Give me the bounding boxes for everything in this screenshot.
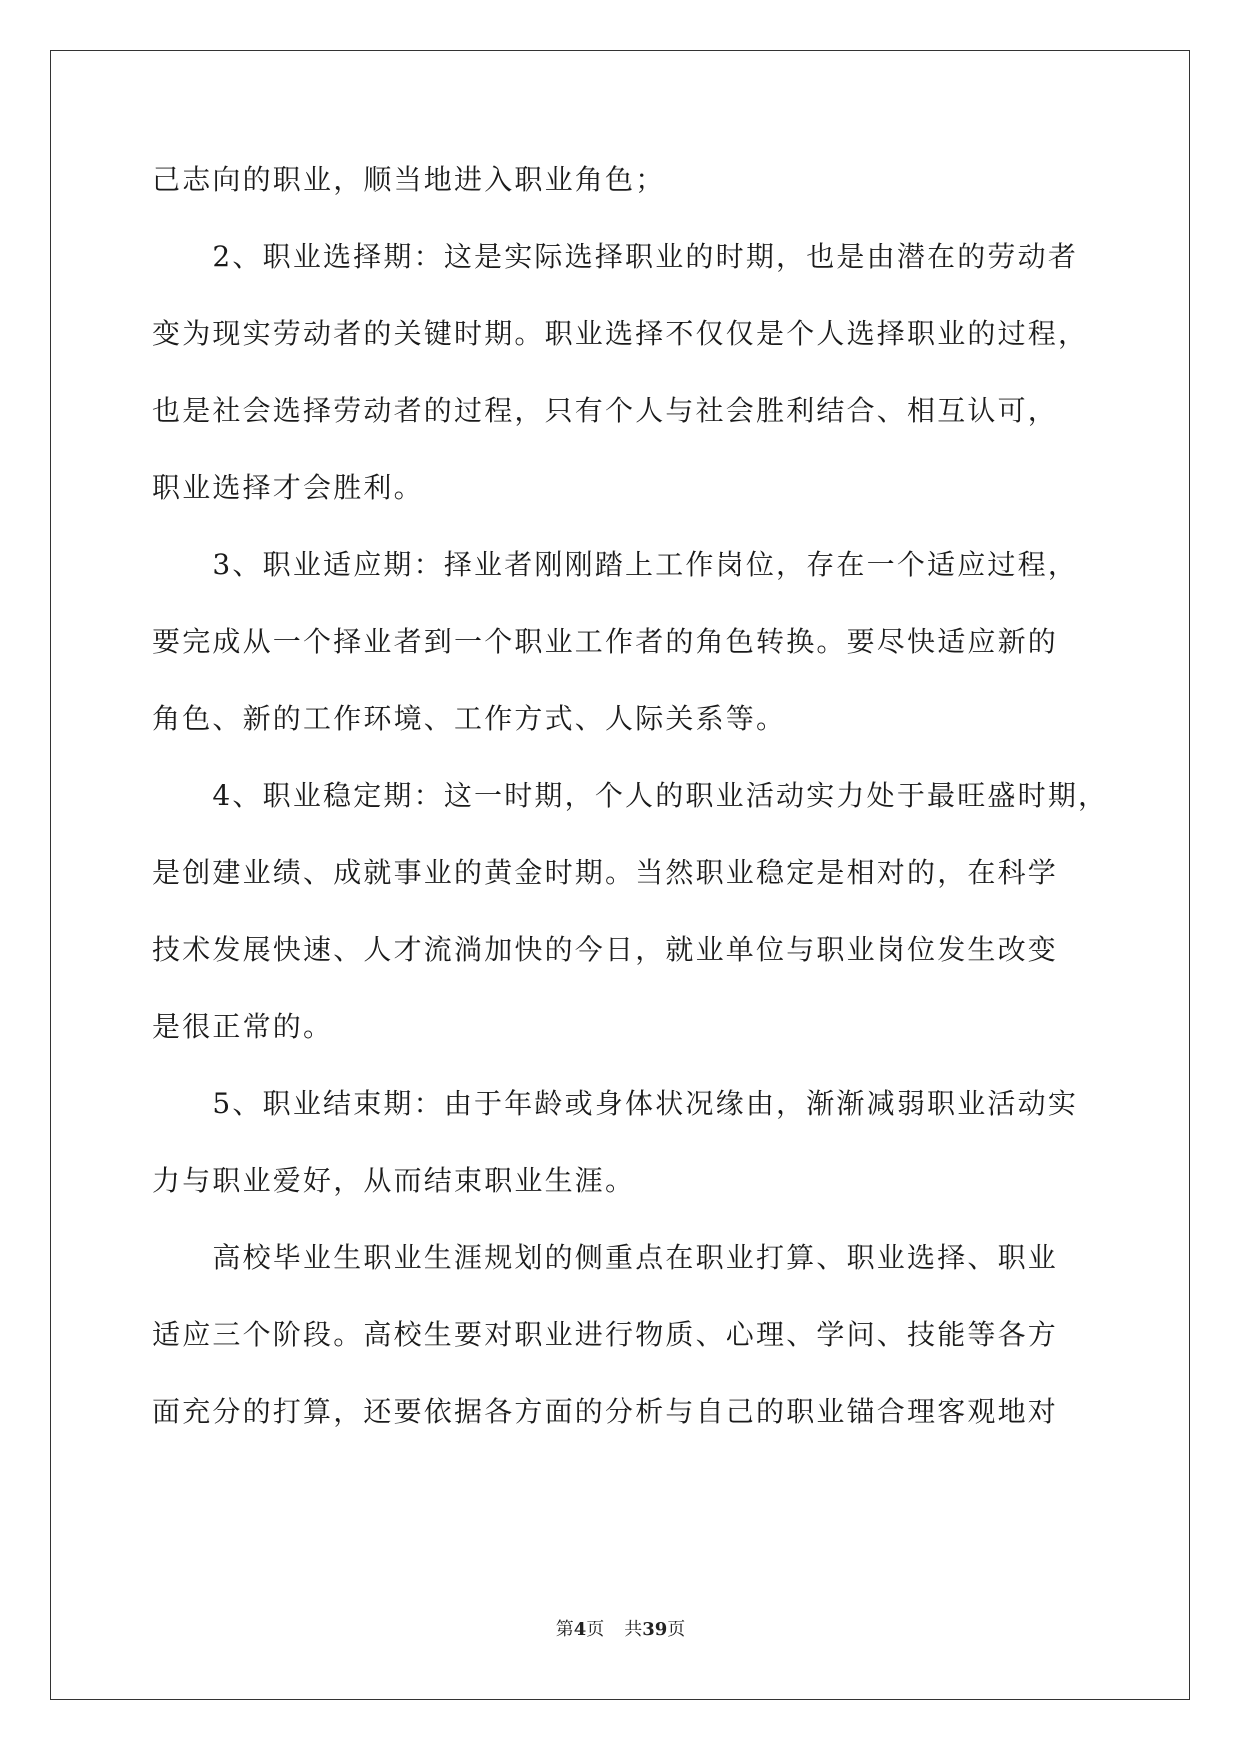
body-text-line: 角色、新的工作环境、工作方式、人际关系等。: [152, 702, 787, 735]
body-text-line: 职业选择才会胜利。: [152, 471, 424, 504]
body-text-line: 3、职业适应期：择业者刚刚踏上工作岗位，存在一个适应过程，: [152, 548, 1079, 581]
footer-total-suffix: 页: [667, 1619, 686, 1640]
body-text-line: 2、职业选择期：这是实际选择职业的时期，也是由潜在的劳动者: [152, 240, 1079, 273]
body-text-line: 技术发展快速、人才流淌加快的今日，就业单位与职业岗位发生改变: [152, 933, 1059, 966]
footer-prefix: 第: [555, 1619, 574, 1640]
footer-total-prefix: 共: [624, 1619, 643, 1640]
body-text-line: 力与职业爱好，从而结束职业生涯。: [152, 1164, 636, 1197]
body-text-line: 面充分的打算，还要依据各方面的分析与自己的职业锚合理客观地对: [152, 1395, 1059, 1428]
body-text-line: 是创建业绩、成就事业的黄金时期。当然职业稳定是相对的，在科学: [152, 856, 1059, 889]
body-text-line: 要完成从一个择业者到一个职业工作者的角色转换。要尽快适应新的: [152, 625, 1059, 658]
page-number-footer: [0, 1618, 1241, 1642]
body-text-line: 己志向的职业，顺当地进入职业角色；: [152, 163, 666, 196]
body-text-line: 高校毕业生职业生涯规划的侧重点在职业打算、职业选择、职业: [152, 1241, 1059, 1274]
body-text-line: 变为现实劳动者的关键时期。职业选择不仅仅是个人选择职业的过程，: [152, 317, 1089, 350]
body-text-line: 适应三个阶段。高校生要对职业进行物质、心理、学问、技能等各方: [152, 1318, 1059, 1351]
body-text-line: 5、职业结束期：由于年龄或身体状况缘由，渐渐减弱职业活动实: [152, 1087, 1079, 1120]
footer-page-word: 页: [586, 1619, 605, 1640]
body-text-line: 4、职业稳定期：这一时期，个人的职业活动实力处于最旺盛时期，: [152, 779, 1109, 812]
body-text-line: 也是社会选择劳动者的过程，只有个人与社会胜利结合、相互认可，: [152, 394, 1059, 427]
current-page-number: 4: [573, 1619, 587, 1640]
body-text-line: 是很正常的。: [152, 1010, 334, 1043]
total-page-count: 39: [642, 1619, 668, 1640]
